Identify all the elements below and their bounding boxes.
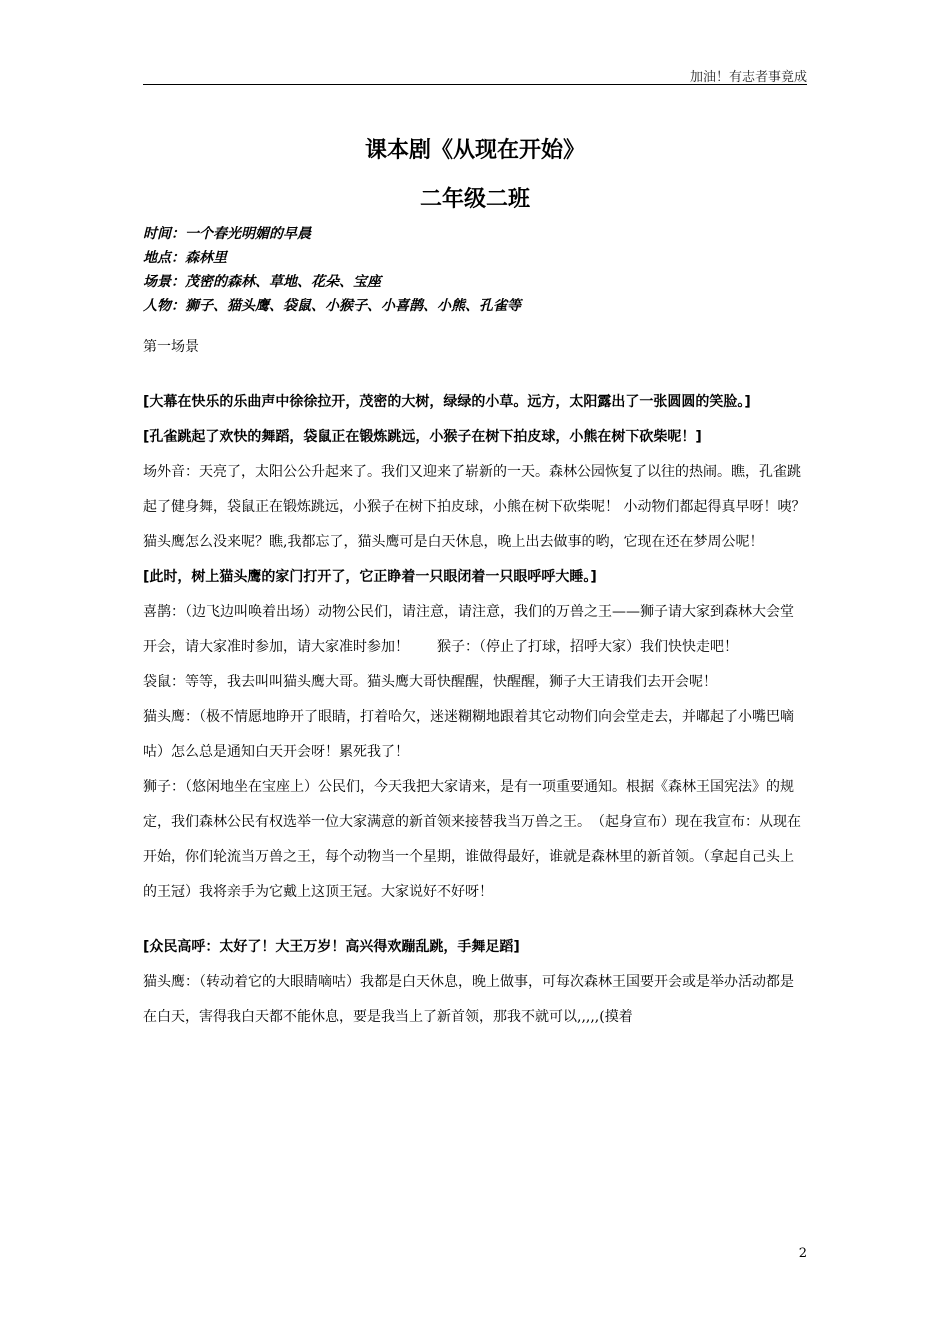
document-body xyxy=(143,128,807,1035)
document-subtitle: 二年级二班 xyxy=(419,187,530,212)
dialogue-paragraph: 喜鹊：（边飞边叫唤着出场）动物公民们，请注意，请注意，我们的万兽之王——狮子请大家到森林大会堂开会，请大家准时参加，请大家准时参加！ 猴子：（停止了打球，招呼大家）我们快快走吧！ xyxy=(143,604,794,655)
dialogue-paragraph: 狮子：（悠闲地坐在宝座上）公民们，今天我把大家请来，是有一项重要通知。根据《森林王国宪法》的规定，我们森林公民有权选举一位大家满意的新首领来接替我当万兽之王。 （起身宣布）现在我宣布：从现在开始，你们轮流当万兽之王，每个动物当一个星期，谁做得最好，谁就是森林里的新首领。（拿起自己头上的王冠）我将亲手为它戴上这顶王冠。大家说好不好呀！ xyxy=(143,779,801,900)
stage-direction: [大幕在快乐的乐曲声中徐徐拉开，茂密的大树，绿绿的小草。远方，太阳露出了一张圆圆的笑脸。] xyxy=(143,394,751,410)
meta-characters: 人物：狮子、猫头鹰、袋鼠、小猴子、小喜鹊、小熊、孔雀等 xyxy=(143,298,521,314)
header-motto: 加油！有志者事竟成 xyxy=(689,70,807,85)
spacer xyxy=(143,910,807,930)
document-title: 课本剧《从现在开始》 xyxy=(364,138,585,163)
dialogue-paragraph: 场外音：天亮了，太阳公公升起来了。我们又迎来了崭新的一天。森林公园恢复了以往的热闹。瞧，孔雀跳起了健身舞，袋鼠正在锻炼跳远，小猴子在树下拍皮球，小熊在树下砍柴呢！ 小动物们都起得真早呀！咦？猫头鹰怎么没来呢？瞧,我都忘了，猫头鹰可是白天休息，晚上出去做事的哟，它现在还在梦周公呢！ xyxy=(143,464,806,550)
header-divider xyxy=(143,84,807,85)
dialogue-paragraph: 袋鼠：等等，我去叫叫猫头鹰大哥。猫头鹰大哥快醒醒，快醒醒，狮子大王请我们去开会呢！ xyxy=(143,674,717,690)
page-number: 2 xyxy=(798,1246,807,1261)
stage-direction: [此时，树上猫头鹰的家门打开了，它正睁着一只眼闭着一只眼呼呼大睡。] xyxy=(143,569,597,585)
meta-time: 时间：一个春光明媚的早晨 xyxy=(143,226,311,242)
meta-place: 地点：森林里 xyxy=(143,250,227,266)
meta-scenery: 场景：茂密的森林、草地、花朵、宝座 xyxy=(143,274,381,290)
meta-block xyxy=(143,222,807,318)
scene-label: 第一场景 xyxy=(143,339,199,355)
stage-direction: [孔雀跳起了欢快的舞蹈，袋鼠正在锻炼跳远，小猴子在树下拍皮球，小熊在树下砍柴呢！] xyxy=(143,429,702,445)
dialogue-paragraph: 猫头鹰：（转动着它的大眼睛嘀咕）我都是白天休息，晚上做事，可每次森林王国要开会或是举办活动都是在白天，害得我白天都不能休息，要是我当上了新首领，那我不就可以,,,,,(摸着 xyxy=(143,974,794,1025)
dialogue-paragraph: 猫头鹰：（极不情愿地睁开了眼睛，打着哈欠，迷迷糊糊地跟着其它动物们向会堂走去，并嘟起了小嘴巴嘀咕）怎么总是通知白天开会呀！累死我了！ xyxy=(143,709,794,760)
stage-direction: [众民高呼：太好了！大王万岁！高兴得欢蹦乱跳，手舞足蹈] xyxy=(143,939,520,955)
spacer xyxy=(143,359,807,385)
